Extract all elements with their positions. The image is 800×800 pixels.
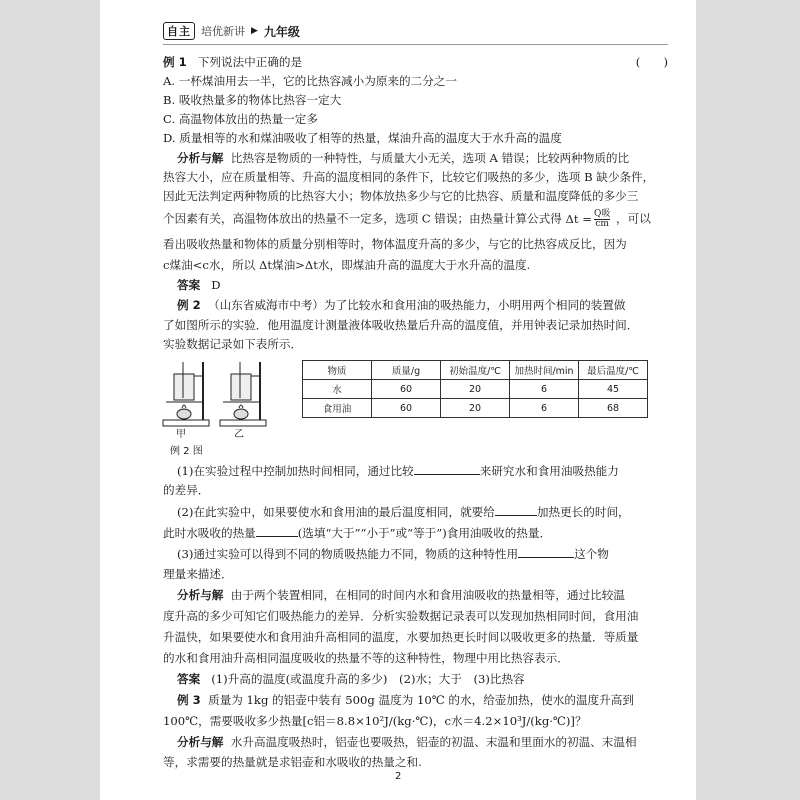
ex1-option-b: B. 吸收热量多的物体比热容一定大 — [163, 93, 342, 107]
ex1-option-d: D. 质量相等的水和煤油吸收了相等的热量，煤油升高的温度大于水升高的温度 — [163, 131, 562, 145]
grade-label: 九年级 — [263, 24, 300, 39]
fill-blank — [495, 503, 537, 516]
figure-caption: 例 2 图 — [170, 446, 203, 457]
ex2-analysis-line: 升温快，如果要使水和食用油升高相同的温度，水要加热更长时间以吸收更多的热量．等质量 — [163, 630, 639, 644]
ex2-analysis-label: 分析与解 — [177, 588, 224, 602]
ex2-intro-line: 了如图所示的实验．他用温度计测量液体吸收热量后升高的温度值，并用钟表记录加热时间． — [163, 318, 639, 332]
fill-blank — [518, 545, 574, 558]
ex1-answer: 答案 D — [177, 278, 221, 292]
ex2-analysis-line: 度升高的多少可知它们吸热能力的差异．分析实验数据记录表可以发现加热相同时间，食用油 — [163, 609, 639, 623]
ex2-q1: (1)在实验过程中控制加热时间相同，通过比较 来研究水和食用油吸热能力 — [177, 464, 619, 478]
table-header-cell: 最后温度/℃ — [579, 361, 648, 380]
ex2-analysis-line: 的水和食用油升高相同温度吸收的热量不等的这种特性，物理中用比热容表示． — [163, 651, 569, 665]
table-cell: 水 — [303, 380, 372, 399]
table-cell: 20 — [441, 380, 510, 399]
publisher-logo: 自主 — [163, 22, 195, 40]
ex3-analysis-label: 分析与解 — [177, 735, 224, 749]
header-divider — [163, 44, 668, 45]
answer-paren: ( ) — [635, 55, 668, 69]
page-number: 2 — [395, 771, 402, 782]
table-row — [303, 399, 648, 418]
textbook-page — [100, 0, 696, 800]
ex1-analysis-line: 看出吸收热量和物体的质量分别相等时，物体温度升高的多少，与它的比热容成反比，因为 — [163, 237, 627, 251]
table-header-cell: 物质 — [303, 361, 372, 380]
ex1-analysis-line: 因此无法判定两种物质的比热容大小；物体放热多少与它的比热容、质量和温度降低的多少三 — [163, 189, 639, 203]
ex2-q3-cont: 理量来描述． — [163, 567, 233, 581]
table-cell: 60 — [372, 380, 441, 399]
figure-label-a: 甲 — [176, 429, 186, 440]
experiment-data-table — [302, 360, 648, 418]
ex3-analysis-line: 分析与解 水升高温度吸热时，铝壶也要吸热，铝壶的初温、末温和里面水的初温、末温相 — [177, 735, 637, 749]
ex3-question-cont: 100℃，需要吸收多少热量[c铝＝8.8×10²J/(kg·℃)，c水＝4.2×10³J/(kg·℃)]？ — [163, 714, 587, 728]
table-header-cell: 质量/g — [372, 361, 441, 380]
ex2-q2-cont: 此时水吸收的热量 (选填“大于”“小于”或“等于”)食用油吸收的热量． — [163, 526, 552, 540]
ex3-question: 例 3 质量为 1kg 的铝壶中装有 500g 温度为 10℃ 的水，给壶加热，使水的温度升高到 — [177, 693, 634, 707]
ex2-analysis-line: 分析与解 由于两个装置相同，在相同的时间内水和食用油吸收的热量相等，通过比较温 — [177, 588, 625, 602]
formula-fraction: $\frac{\text{Q吸}}{cm}$ — [593, 209, 611, 229]
fill-blank — [256, 524, 298, 537]
series-title: 培优新讲 — [201, 25, 245, 38]
ex2-intro: 例 2 （山东省威海市中考）为了比较水和食用油的吸热能力，小明用两个相同的装置做 — [177, 298, 626, 312]
ex2-label: 例 2 — [177, 298, 201, 312]
table-cell: 60 — [372, 399, 441, 418]
ex1-label: 例 1 — [163, 55, 187, 69]
ex1-option-a: A. 一杯煤油用去一半，它的比热容减小为原来的二分之一 — [163, 74, 457, 88]
ex1-analysis-label: 分析与解 — [177, 151, 224, 165]
table-cell: 68 — [579, 399, 648, 418]
ex1-analysis-line: c煤油<c水，所以 Δt煤油>Δt水，即煤油升高的温度大于水升高的温度. — [163, 258, 531, 272]
ex1-option-c: C. 高温物体放出的热量一定多 — [163, 112, 318, 126]
running-header — [163, 20, 300, 42]
ex1-question: 例 1 下列说法中正确的是 ( ) — [163, 55, 668, 69]
table-header-cell: 加热时间/min — [510, 361, 579, 380]
ex3-analysis-line: 等，求需要的热量就是求铝壶和水吸收的热量之和. — [163, 755, 422, 769]
table-header-cell: 初始温度/℃ — [441, 361, 510, 380]
table-header-row — [303, 361, 648, 380]
ex3-label: 例 3 — [177, 693, 201, 707]
figure-label-b: 乙 — [234, 429, 244, 440]
table-cell: 6 — [510, 380, 579, 399]
ex2-answer: 答案 (1)升高的温度(或温度升高的多少) (2)水；大于 (3)比热容 — [177, 672, 525, 686]
table-cell: 食用油 — [303, 399, 372, 418]
ex1-analysis-line: 热容大小，应在质量相等、升高的温度相同的条件下，比较它们吸热的多少，选项 B 缺少条件， — [163, 170, 655, 184]
ex2-q2: (2)在此实验中，如果要使水和食用油的最后温度相同，就要给 加热更长的时间， — [177, 505, 630, 519]
ex2-q1-cont: 的差异． — [163, 483, 210, 497]
ex1-analysis-line: 分析与解 比热容是物质的一种特性，与质量大小无关，选项 A 错误；比较两种物质的比 — [177, 151, 630, 165]
table-cell: 45 — [579, 380, 648, 399]
table-row — [303, 380, 648, 399]
ex2-q3: (3)通过实验可以得到不同的物质吸热能力不同，物质的这种特性用 这个物 — [177, 547, 609, 561]
ex2-intro-line: 实验数据记录如下表所示． — [163, 337, 303, 351]
ex1-analysis-line: 个因素有关，高温物体放出的热量不一定多，选项 C 错误；由热量计算公式得 Δt = $\frac{\text{Q吸}}{cm}$ ，可以 — [163, 209, 651, 229]
heat-formula: Δt = $\frac{\text{Q吸}}{cm}$ — [565, 209, 611, 229]
triangle-arrow-icon: ▶ — [251, 26, 258, 36]
table-cell: 20 — [441, 399, 510, 418]
table-cell: 6 — [510, 399, 579, 418]
fill-blank — [414, 462, 480, 475]
